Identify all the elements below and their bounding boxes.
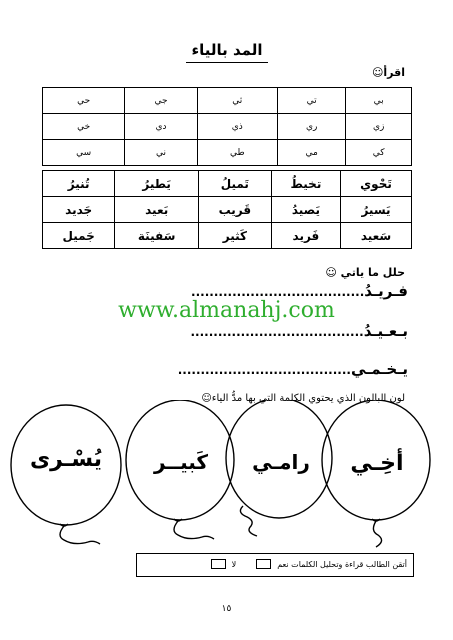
balloon-instruction: لون البالون الذي يحتوي الكلمة التي بها مدُّ الياء☺ [201, 393, 405, 404]
word-to-analyze: فـريـدُ [364, 282, 408, 300]
page-number: ١٥ [221, 604, 232, 614]
table-cell: بي [346, 88, 412, 114]
balloon-word: كَبيــر [153, 450, 209, 474]
table-cell: جَميل [43, 223, 115, 249]
balloon-word: أخِـي [350, 451, 404, 476]
word-line-3 [178, 360, 408, 378]
self-assessment-box [136, 553, 414, 577]
page-title: المد بالياء [186, 38, 268, 63]
table-cell: سَفينَة [115, 223, 199, 249]
word-line-2 [190, 322, 408, 340]
balloon-string [60, 524, 100, 544]
balloon-string [174, 519, 214, 539]
watermark: www.almanahj.com [118, 298, 335, 323]
word-to-analyze: يـخـمـي [350, 360, 408, 378]
balloon-word: رامـي [252, 450, 310, 474]
table-cell: خي [43, 114, 125, 140]
table-row [43, 88, 412, 114]
balloon-string [372, 519, 382, 547]
read-instruction: اقرأ☺ [371, 66, 405, 79]
table-cell: كَثير [198, 223, 271, 249]
table-cell: بَعيد [115, 197, 199, 223]
table-cell: مي [277, 140, 345, 166]
assessment-text: أتقن الطالب قراءة وتحليل الكلمات نعم [277, 559, 407, 569]
table-cell: ذي [197, 114, 277, 140]
table-row [43, 171, 412, 197]
table-cell: ني [125, 140, 197, 166]
table-row [43, 223, 412, 249]
answer-dots[interactable]: ...................................... [191, 285, 365, 299]
table-cell: تي [277, 88, 345, 114]
analyze-instruction: حلل ما ياتي ☺ [325, 266, 405, 279]
table-cell: دي [125, 114, 197, 140]
balloon-string [240, 506, 257, 536]
yes-checkbox[interactable] [256, 559, 271, 569]
word-to-analyze: بـعـيـدُ [363, 322, 408, 340]
table-row [43, 114, 412, 140]
table-cell: تخيطُ [271, 171, 340, 197]
table-cell: حي [43, 88, 125, 114]
no-checkbox[interactable] [211, 559, 226, 569]
table-cell: سي [43, 140, 125, 166]
balloon-word: يُسْـرى [29, 447, 102, 472]
table-cell: تَميلُ [198, 171, 271, 197]
table-cell: يَطيرُ [115, 171, 199, 197]
table-cell: ثي [197, 88, 277, 114]
table-cell: قَريب [198, 197, 271, 223]
answer-dots[interactable]: ...................................... [190, 325, 364, 339]
table-cell: كي [346, 140, 412, 166]
table-cell: تُنيرُ [43, 171, 115, 197]
answer-dots[interactable]: ...................................... [177, 363, 351, 377]
table-cell: طي [197, 140, 277, 166]
table-cell: جَديد [43, 197, 115, 223]
table-cell: جي [125, 88, 197, 114]
table-row [43, 197, 412, 223]
table-cell: يَصيدُ [271, 197, 340, 223]
no-label: لا [231, 559, 237, 569]
words-table [42, 170, 412, 249]
table-cell: فَريد [271, 223, 340, 249]
table-cell: تَحْوي [341, 171, 412, 197]
table-cell: ري [277, 114, 345, 140]
table-cell: زي [346, 114, 412, 140]
table-row [43, 140, 412, 166]
table-cell: يَسيرُ [341, 197, 412, 223]
table-cell: سَعيد [341, 223, 412, 249]
syllables-table [42, 87, 412, 166]
